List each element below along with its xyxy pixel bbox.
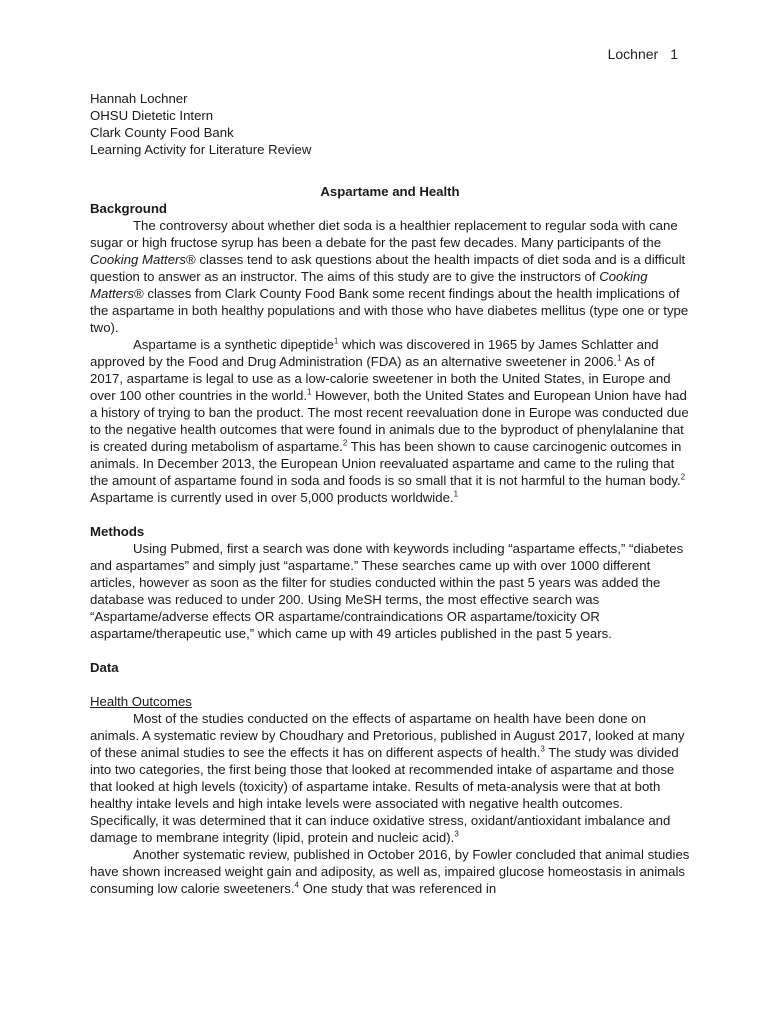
data-paragraph-1: Most of the studies conducted on the effects of aspartame on health have been done on animals. A systematic review by Choudhary and Pretorious, published in August 2017, looked at many of these animal studies to see the effects it has on different aspects of health.$^3$ The study was divided into two categories, the first being those that looked at recommended intake of aspartame and those that looked at high levels (toxicity) of aspartame intake. Results of meta-analysis were that at both healthy intake levels and high intake levels were associated with negative health outcomes. Specifically, it was determined that it can induce oxidative stress, oxidant/antioxidant imbalance and damage to membrane integrity (lipid, protein and nucleic acid).$^3$ (90, 711, 685, 845)
data-heading: Data (90, 660, 119, 675)
author-name: Hannah Lochner (90, 91, 188, 106)
background-heading: Background (90, 201, 167, 216)
citation: 2 (680, 472, 686, 482)
methods-heading: Methods (90, 524, 145, 539)
citation: 3 (454, 829, 459, 839)
document-title: Aspartame and Health (320, 184, 460, 199)
citation: 1 (306, 387, 312, 397)
author-organization: Clark County Food Bank (90, 125, 234, 140)
document-body (90, 90, 690, 897)
running-header (608, 46, 678, 62)
citation: 4 (294, 880, 299, 890)
methods-paragraph: Using Pubmed, first a search was done with keywords including “aspartame effects,” “diabetes and aspartames” and simply just “aspartame.” These searches came up with over 1000 different articles, however as soon as the filter for studies conducted within the past 5 years was added the database was reduced to under 200. Using MeSH terms, the most effective search was “Aspartame/adverse effects OR aspartame/contraindications OR aspartame/toxicity OR aspartame/therapeutic use,” which came up with 49 articles published in the past 5 years. (90, 541, 684, 641)
author-activity: Learning Activity for Literature Review (90, 142, 312, 157)
citation: 2 (342, 438, 348, 448)
citation: 1 (453, 489, 459, 499)
health-outcomes-subheading: Health Outcomes (90, 694, 192, 709)
author-role: OHSU Dietetic Intern (90, 108, 214, 123)
page-number: 1 (670, 46, 678, 62)
author-block (90, 90, 690, 158)
citation: 1 (333, 336, 339, 346)
data-paragraph-2: Another systematic review, published in October 2016, by Fowler concluded that animal studies have shown increased weight gain and adiposity, as well as, impaired glucose homeostasis in animals consuming low calorie sweeteners.$^4$ One study that was referenced in (90, 847, 690, 896)
background-paragraph-1: The controversy about whether diet soda is a healthier replacement to regular soda with cane sugar or high fructose syrup has been a debate for the past few decades. Many participants of the Cooking Matters® classes tend to ask questions about the health impacts of diet soda and is a difficult question to answer as an instructor. The aims of this study are to give the instructors of Cooking Matters® classes from Clark County Food Bank some recent findings about the health implications of the aspartame in both healthy populations and with those who have diabetes mellitus (type one or type two). (90, 218, 689, 335)
header-author: Lochner (607, 46, 659, 62)
citation: 3 (540, 744, 545, 754)
citation: 1 (617, 353, 622, 363)
background-paragraph-2: Aspartame is a synthetic dipeptide$^1$ which was discovered in 1965 by James Schlatter and approved by the Food and Drug Administration (FDA) as an alternative sweetener in 2006.$^1$ As of 2017, aspartame is legal to use as a low-calorie sweetener in both the United States, in Europe and over 100 other countries in the world.$^1$ However, both the United States and European Union have had a history of trying to ban the product. The most recent reevaluation done in Europe was conducted due to the negative health outcomes that were found in animals due to the byproduct of phenylalanine that is created during metabolism of aspartame.$^2$ This has been shown to cause carcinogenic outcomes in animals. In December 2013, the European Union reevaluated aspartame and came to the ruling that the amount of aspartame found in soda and foods is so small that it is not harmful to the human body.$^2$ Aspartame is currently used in over 5,000 products worldwide.$^1$ (90, 336, 689, 505)
